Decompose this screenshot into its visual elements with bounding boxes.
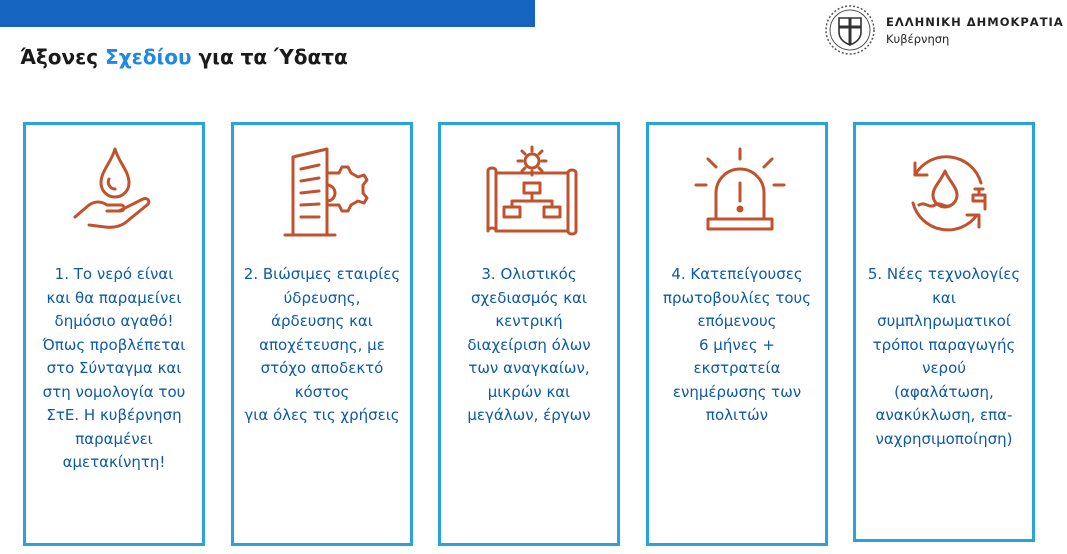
blueprint-gear-icon [482,143,582,243]
axis-text: 2. Βιώσιμες εταιρίες ύδρευσης, άρδευσης και αποχέτευσης, με στόχο αποδεκτό κόστος για όλες τις χρήσεις [243,265,401,424]
government-logo [824,4,1064,56]
axis-card-2 [231,122,413,546]
title-suffix: για τα Ύδατα [191,45,348,69]
axis-card-5 [853,122,1035,542]
water-recycle-tap-icon [897,143,997,243]
greek-emblem-icon [824,4,876,56]
title-highlight: Σχεδίου [105,45,192,69]
axis-card-1 [23,122,205,546]
axis-text: 1. Το νερό είναι και θα παραμείνει δημόσιο αγαθό! Όπως προβλέπεται στο Σύνταγμα και στη νομολογία του ΣτΕ. Η κυβέρνηση παραμένει αμετακίνητη! [42,265,186,471]
logo-title: ΕΛΛΗΝΙΚΗ ΔΗΜΟΚΡΑΤΙΑ [886,15,1064,29]
page-title [20,45,348,69]
top-accent-bar [0,0,535,27]
axis-text: 4. Κατεπείγουσες πρωτοβουλίες τους επόμενους 6 μήνες + εκστρατεία ενημέρωσης των πολιτών [662,265,812,424]
axis-card-4 [646,122,828,546]
building-gear-icon [275,143,375,243]
alarm-siren-icon [690,143,790,243]
water-drop-hand-icon [67,143,167,243]
axis-text: 3. Ολιστικός σχεδιασμός και κεντρική διαχείριση όλων των αναγκαίων, μικρών και μεγάλων, έργων [467,265,591,424]
axis-text: 5. Νέες τεχνολογίες και συμπληρωματικοί τρόποι παραγωγής νερού (αφαλάτωση, ανακύκλωση, επα- ναχρησιμοποίηση) [867,265,1021,448]
title-prefix: Άξονες [20,45,106,69]
logo-subtitle: Κυβέρνηση [886,32,950,46]
axis-card-3 [438,122,620,546]
